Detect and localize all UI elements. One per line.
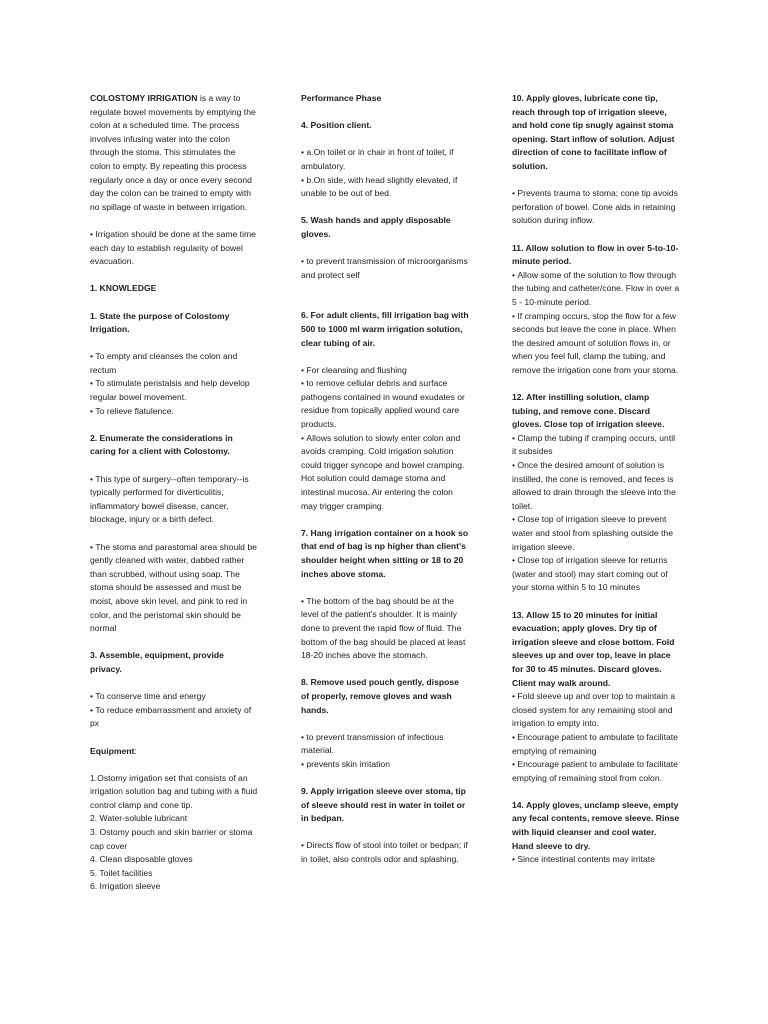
list-item: 4. Clean disposable gloves — [90, 854, 193, 865]
question-2: 2. Enumerate the considerations in caring for a client with Colostomy. — [90, 432, 233, 457]
intro-lead: COLOSTOMY IRRIGATION — [90, 93, 198, 103]
intro-bullet: • Irrigation should be done at the same time each day to establish regularity of bowel evacuation. — [90, 228, 258, 269]
list-item: • To stimulate peristalsis and help develop regular bowel movement. — [90, 377, 258, 404]
step-13: 13. Allow 15 to 20 minutes for initial evacuation; apply gloves. Dry tip of irrigation sleeve and close bottom. Fold sleeves up and over top, leave in place for 30 to 45 minutes. Discard gloves. Client may walk around. — [512, 609, 675, 688]
equipment-heading — [90, 745, 258, 759]
list-item: • Directs flow of stool into toilet or bedpan; if in toilet, also controls odor and splashing. — [301, 839, 469, 866]
step-11: 11. Allow solution to flow in over 5-to-10-minute period. — [512, 242, 679, 267]
step-4-list — [301, 146, 469, 200]
step-11-list — [512, 269, 680, 378]
list-item: • Since intestinal contents may irritate — [512, 853, 680, 867]
list-item: • prevents skin irritation — [301, 758, 469, 772]
list-item: • Fold sleeve up and over top to maintain a closed system for any remaining stool and irrigation to empty into. — [512, 690, 680, 731]
intro-rest: is a way to regulate bowel movements by emptying the colon at a scheduled time. The process involves infusing water into the colon through the stoma. This stimulates the colon to empty. By repeating this process regularly once a day or once every second day the colon can be trained to empty with no spillage of waste in between irrigation. — [90, 93, 256, 212]
step-12: 12. After instilling solution, clamp tubing, and remove cone. Discard gloves. Close top of irrigation sleeve. — [512, 392, 665, 430]
step-14: 14. Apply gloves, unclamp sleeve, empty any fecal contents, remove sleeve. Rinse with liquid cleanser and cool water. Hand sleeve to dry. — [512, 799, 680, 851]
equipment-colon: : — [134, 745, 137, 756]
list-item: • Prevents trauma to stoma; cone tip avoids perforation of bowel. Cone aids in retaining solution during inflow. — [512, 187, 680, 228]
step-13-list — [512, 690, 680, 785]
list-item: • to remove cellular debris and surface pathogens contained in wound exudates or residue from topically applied wound care products. — [301, 377, 469, 431]
list-item: • to prevent transmission of microorganisms and protect self — [301, 255, 469, 282]
list-item: • Encourage patient to ambulate to facilitate emptying of remaining — [512, 731, 680, 758]
list-item: • To empty and cleanses the colon and rectum — [90, 350, 258, 377]
question-2-list-b — [90, 541, 258, 636]
list-item: 6. Irrigation sleeve — [90, 881, 161, 892]
step-14-list — [512, 853, 680, 867]
column-2 — [301, 92, 469, 880]
question-2-list — [90, 473, 258, 527]
column-3 — [512, 92, 680, 880]
step-9: 9. Apply irrigation sleeve over stoma, tip of sleeve should rest in water in toilet or in bedpan. — [301, 786, 466, 824]
list-item: • b.On side, with head slightly elevated, if unable to be out of bed. — [301, 174, 469, 201]
intro-bullets — [90, 228, 258, 269]
list-item: • To relieve flatulence. — [90, 405, 258, 419]
list-item: • Encourage patient to ambulate to facilitate emptying of remaining stool from colon. — [512, 758, 680, 785]
list-item: • Close top of irrigation sleeve to prevent water and stool from splashing outside the irrigation sleeve. — [512, 513, 680, 554]
question-1-list — [90, 350, 258, 418]
list-item: • The stoma and parastomal area should be gently cleaned with water, dabbed rather than scrubbed, without using soap. The stoma should be assessed and must be moist, above skin level, and pink to red in color, and the peristomal skin should be normal — [90, 541, 258, 636]
list-item: 5. Toilet facilities — [90, 867, 153, 878]
step-7: 7. Hang irrigation container on a hook so that end of bag is np higher than client's shoulder height when sitting or 18 to 20 inches above stoma. — [301, 527, 469, 579]
list-item: 1.Ostomy irrigation set that consists of an irrigation solution bag and tubing with a fluid control clamp and cone tip. — [90, 772, 258, 810]
step-4: 4. Position client. — [301, 120, 372, 131]
step-9-list — [301, 839, 469, 866]
step-12-list — [512, 432, 680, 595]
equipment-list — [90, 772, 258, 894]
list-item: • to prevent transmission of infectious material. — [301, 731, 469, 758]
list-item: • Once the desired amount of solution is instilled, the cone is removed, and feces is allowed to drain through the sleeve into the toilet. — [512, 459, 680, 513]
list-item: • Allow some of the solution to flow through the tubing and catheter/cone. Flow in over a 5 - 10-minute period. — [512, 269, 680, 310]
step-5: 5. Wash hands and apply disposable gloves. — [301, 215, 451, 239]
list-item: • Close top of irrigation sleeve for returns (water and stool) may start coming out of your stoma within 5 to 10 minutes — [512, 554, 680, 595]
list-item: • To conserve time and energy — [90, 690, 258, 704]
step-8: 8. Remove used pouch gently, dispose of properly, remove gloves and wash hands. — [301, 677, 459, 715]
step-8-list — [301, 731, 469, 772]
step-6-list — [301, 364, 469, 514]
knowledge-heading: 1. KNOWLEDGE — [90, 283, 157, 294]
intro-paragraph — [90, 92, 258, 214]
list-item: 2. Water-soluble lubricant — [90, 813, 188, 824]
step-10: 10. Apply gloves, lubricate cone tip, reach through top of irrigation sleeve, and hold cone tip snugly against stoma opening. Start inflow of solution. Adjust direction of cone to facilitate inflow of solution. — [512, 93, 675, 171]
question-1: 1. State the purpose of Colostomy Irrigation. — [90, 310, 230, 335]
step-6: 6. For adult clients, fill irrigation bag with 500 to 1000 ml warm irrigation solution, clear tubing of air. — [301, 310, 469, 348]
step-5-list — [301, 255, 469, 282]
step-10-list — [512, 187, 680, 228]
list-item: • This type of surgery--often temporary--is typically performed for diverticulitis, inflammatory bowel disease, cancer, blockage, injury or a birth defect. — [90, 473, 258, 527]
list-item: • To reduce embarrassment and anxiety of px — [90, 704, 258, 731]
question-3-list — [90, 690, 258, 731]
list-item: 3. Ostomy pouch and skin barrier or stoma cap cover — [90, 827, 253, 851]
list-item: • For cleansing and flushing — [301, 364, 469, 378]
column-1 — [90, 92, 258, 908]
list-item: • a.On toilet or in chair in front of toilet, if ambulatory. — [301, 146, 469, 173]
question-3: 3. Assemble, equipment, provide privacy. — [90, 650, 224, 674]
list-item: • The bottom of the bag should be at the level of the patient's shoulder. It is mainly done to prevent the rapid flow of fluid. The bottom of the bag should be placed at least 18-20 inches above the stomach. — [301, 595, 469, 663]
equipment-label: Equipment — [90, 745, 135, 756]
list-item: • Clamp the tubing if cramping occurs, until it subsides — [512, 432, 680, 459]
performance-phase-heading: Performance Phase — [301, 93, 382, 103]
step-7-list — [301, 595, 469, 663]
list-item: • If cramping occurs, stop the flow for a few seconds but leave the cone in place. When the desired amount of solution flows in, or when you feel full, clamp the tubing, and remove the irrigation cone from your stoma. — [512, 310, 680, 378]
list-item: • Allows solution to slowly enter colon and avoids cramping. Cold irrigation solution could trigger syncope and bowel cramping. Hot solution could damage stoma and intestinal mucosa. Air entering the colon may trigger cramping. — [301, 432, 469, 514]
